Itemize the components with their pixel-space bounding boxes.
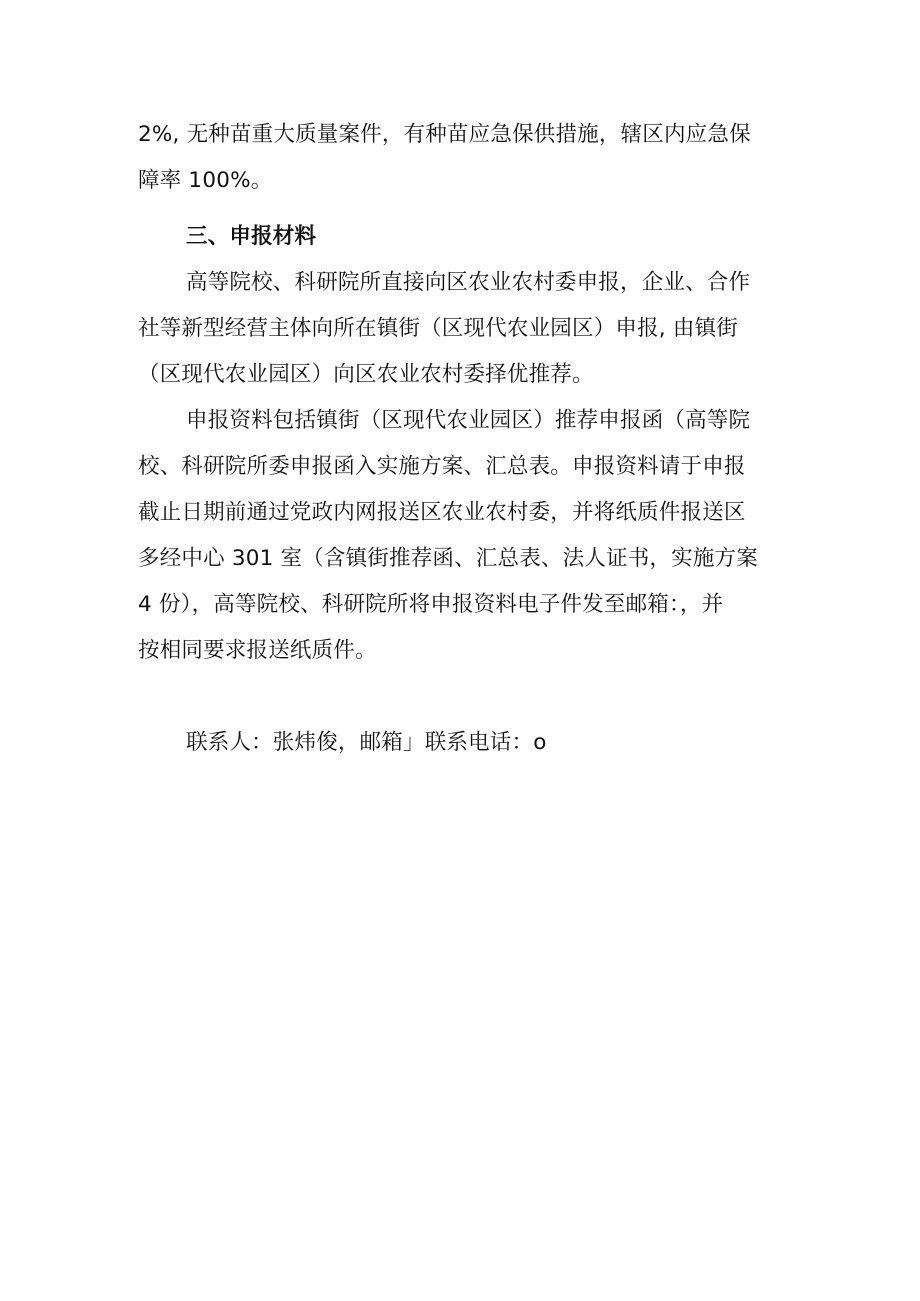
paragraph-line: （区现代农业园区）向区农业农村委择优推荐。 — [138, 362, 594, 387]
paragraph-line: 截止日期前通过党政内网报送区农业农村委，并将纸质件报送区 — [138, 500, 746, 525]
spacer — [138, 204, 788, 214]
paragraph-line: 校、科研院所委申报函入实施方案、汇总表。申报资料请于申报 — [138, 454, 746, 479]
paragraph-line: 4 份），高等院校、科研院所将申报资料电子件发至邮箱：，并 — [138, 592, 724, 617]
contact-info: 联系人：张炜俊，邮箱」联系电话：o — [186, 730, 547, 755]
spacer — [138, 674, 788, 720]
paragraph-line: 按相同要求报送纸质件。 — [138, 638, 377, 663]
section-heading: 三、申报材料 — [186, 224, 317, 249]
paragraph-application-materials — [138, 398, 788, 674]
paragraph-line: 多经中心 301 室（含镇街推荐函、汇总表、法人证书，实施方案 — [138, 546, 758, 571]
paragraph-line: 障率 100%。 — [138, 168, 273, 193]
paragraph-line: 申报资料包括镇街（区现代农业园区）推荐申报函（高等院 — [186, 408, 751, 433]
paragraph-quality-requirements — [138, 112, 788, 204]
paragraph-line: 高等院校、科研院所直接向区农业农村委申报，企业、合作 — [186, 270, 751, 295]
document-body — [138, 112, 788, 766]
paragraph-line: 社等新型经营主体向所在镇街（区现代农业园区）申报, 由镇街 — [138, 316, 738, 341]
paragraph-line: 2%, 无种苗重大质量案件，有种苗应急保供措施，辖区内应急保 — [138, 122, 751, 147]
paragraph-application-channels — [138, 260, 788, 398]
